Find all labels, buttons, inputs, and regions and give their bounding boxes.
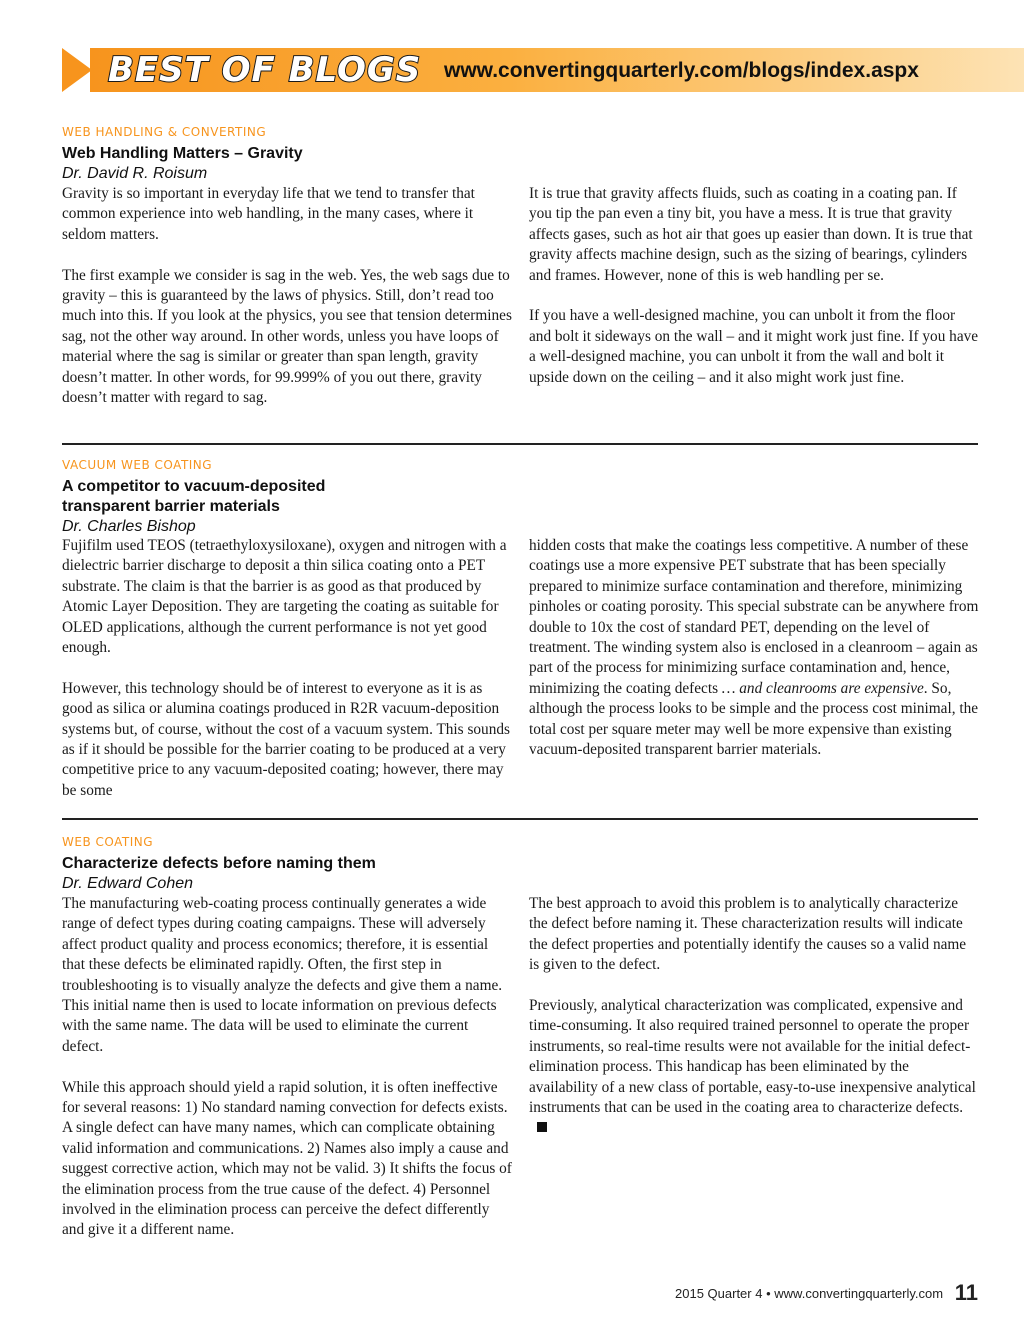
section-divider [62, 443, 978, 445]
banner-url-link[interactable]: www.convertingquarterly.com/blogs/index.aspx [444, 59, 919, 82]
footer-site-link[interactable]: www.convertingquarterly.com [774, 1286, 944, 1301]
article-author: Dr. Charles Bishop [62, 518, 196, 535]
paragraph [529, 536, 979, 760]
paragraph: Fujifilm used TEOS (tetraethyloxysiloxane), oxygen and nitrogen with a dielectric barrier discharge to deposit a thin silica coating onto a PET substrate. The claim is that the barrier is as good as that produced by Atomic Layer Deposition. They are targeting the coating as suitable for OLED applications, although the current performance is not yet good enough. [62, 537, 507, 657]
paragraph: However, this technology should be of interest to everyone as it is as good as silica or alumina coatings produced in R2R vacuum-deposition systems but, of course, without the cost of a vacuum system. This sounds as if it should be possible for the barrier coating to be produced at a very competitive price to any vacuum-deposited coating; however, there may be some [62, 679, 510, 799]
footer-separator: • [766, 1286, 771, 1301]
article-2-left-column [62, 536, 512, 801]
paragraph: Gravity is so important in everyday life that we tend to transfer that common experience into web handling, in the many cases, where it seldom matters. [62, 185, 475, 243]
article-title: Characterize defects before naming them [62, 855, 376, 872]
paragraph-text: . So, although the process looks to be simple and the process cost minimal, the total cost per square meter may well be more expensive than existing vacuum-deposited transparent barrier materials. [529, 679, 979, 759]
paragraph: While this approach should yield a rapid solution, it is often ineffective for several reasons: 1) No standard naming convection for defects exists. A single defect can have many names, which can complicate obtaining valid information and communications. 2) Names also imply a cause and suggest corrective action, which may not be valid. 3) It shifts the focus of the elimination process from the true cause of the defect. 4) Personnel involved in the elimination process can perceive the defect differently and give it a different name. [62, 1078, 512, 1239]
paragraph-emphasis: … and cleanrooms are expensive [721, 679, 924, 697]
paragraph-text: Previously, analytical characterization was complicated, expensive and time-consuming. It also required trained personnel to operate the proper instruments, so real-time results were not available for the initial defect-elimination process. This handicap has been eliminated by the availability of a new class of portable, easy-to-use inexpensive analytical instruments that can be used in the coating area to characterize defects. [529, 997, 976, 1117]
article-category: VACUUM WEB COATING [62, 458, 213, 472]
end-mark-icon [537, 1122, 547, 1132]
article-1-left-column [62, 184, 512, 408]
article-1-right-column [529, 184, 979, 388]
paragraph: The manufacturing web-coating process continually generates a wide range of defect types during coating campaigns. These will adversely affect product quality and process economics; therefore, it is essential that these defects be eliminated rapidly. Often, the first step in troubleshooting is to visually analyze the defects and give them a name. This initial name then is used to locate information on previous defects with the same name. The data will be used to eliminate the current defect. [62, 895, 503, 1055]
article-web-coating [62, 834, 978, 894]
paragraph [529, 996, 979, 1139]
footer-issue: 2015 Quarter 4 [675, 1286, 763, 1301]
article-vacuum-coating [62, 457, 978, 537]
page-footer [675, 1280, 978, 1307]
article-2-right-column [529, 536, 979, 760]
article-title-line-2: transparent barrier materials [62, 498, 280, 515]
banner-arrow-icon [62, 48, 92, 92]
paragraph: If you have a well-designed machine, you can unbolt it from the floor and bolt it sideways on the wall – and it might work just fine. If you have a well-designed machine, you can unbolt it from the wall and bolt it upside down on the ceiling – and it also might work just fine. [529, 307, 979, 386]
article-author: Dr. Edward Cohen [62, 875, 194, 892]
article-3-left-column [62, 894, 512, 1241]
article-title: Web Handling Matters – Gravity [62, 145, 303, 162]
article-category: WEB HANDLING & CONVERTING [62, 125, 267, 139]
article-title-line-1: A competitor to vacuum-deposited [62, 478, 326, 495]
article-web-handling [62, 124, 978, 184]
paragraph-text: hidden costs that make the coatings less competitive. A number of these coatings use a more expensive PET substrate that has been specially prepared to minimize surface contamination and therefore, minimizing pinholes or coating porosity. This special substrate can be anywhere from double to 10x the cost of standard PET, depending on the level of treatment. The winding system also is enclosed in a cleanroom – again as part of the process for minimizing surface contamination and, hence, minimizing the coating defects [529, 537, 979, 697]
section-divider [62, 818, 978, 820]
article-category: WEB COATING [62, 835, 154, 849]
paragraph: The first example we consider is sag in the web. Yes, the web sags due to gravity – this is guaranteed by the laws of physics. Still, don’t read too much into this. If you look at the physics, you see that tension determines sag, not the other way around. In other words, unless you have loops of material where the sag is similar or greater than span length, gravity doesn’t matter. In other words, for 99.999% of you out there, gravity doesn’t matter with regard to sag. [62, 266, 512, 407]
article-author: Dr. David R. Roisum [62, 165, 208, 182]
page-number: 11 [954, 1280, 978, 1305]
paragraph: The best approach to avoid this problem is to analytically characterize the defect before naming it. These characterization results will indicate the defect properties and potentially identify the causes so a valid name is given to the defect. [529, 895, 967, 974]
section-banner [62, 48, 1024, 92]
article-3-right-column [529, 894, 979, 1139]
banner-title: BEST OF BLOGS [108, 50, 422, 90]
paragraph: It is true that gravity affects fluids, such as coating in a coating pan. If you tip the pan even a tiny bit, you have a mess. It is true that gravity affects gases, such as hot air that goes up easier than down. It is true that gravity affects machine design, such as the sizing of bearings, cylinders and frames. However, none of this is web handling per se. [529, 185, 973, 284]
